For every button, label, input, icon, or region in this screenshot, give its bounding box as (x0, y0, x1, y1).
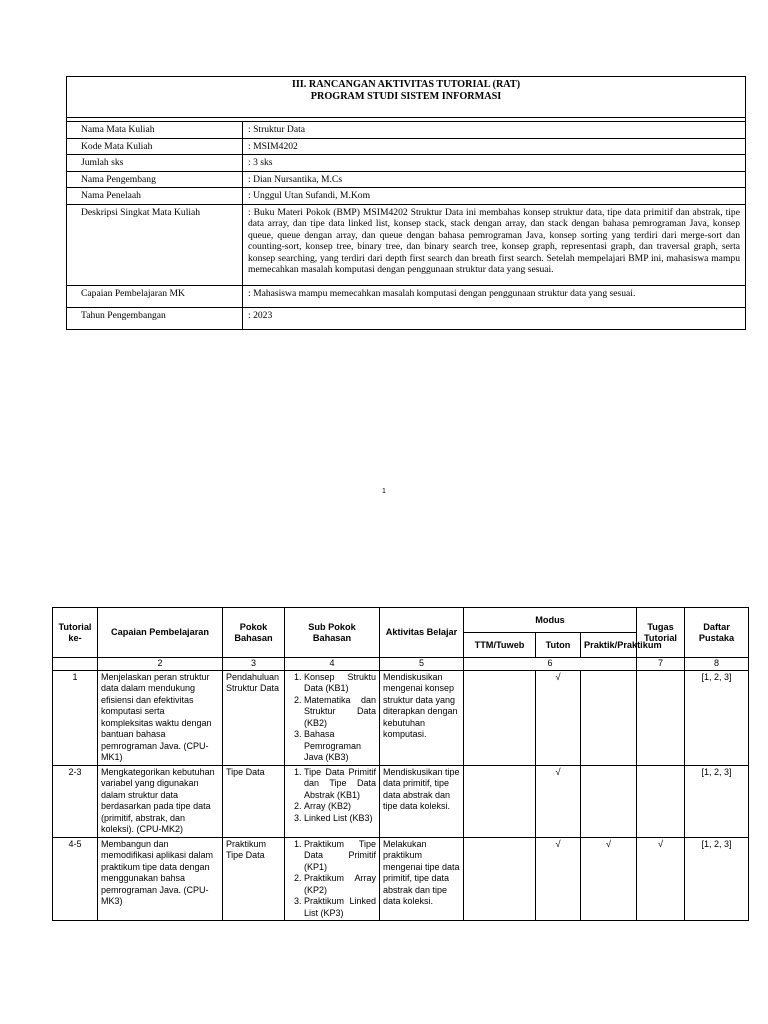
info-row-credits (67, 155, 746, 172)
rat-title-line1: III. RANCANGAN AKTIVITAS TUTORIAL (RAT) (291, 79, 521, 90)
capaian-cell: Mengkategorikan kebutuhan variabel yang digunakan dalam struktur data berdasarkan pada tipe data (primitif, abstrak, dan koleksi). (CPU-MK2) (98, 765, 223, 837)
column-number (53, 658, 98, 671)
sub-pokok-cell (285, 837, 380, 921)
sub-item: 1. Tipe Data Primitif dan Tipe Data Abstrak (KB1) (304, 767, 376, 802)
pustaka-cell: [1, 2, 3] (685, 670, 749, 765)
sub-pokok-cell (285, 765, 380, 837)
info-row-outcome (67, 285, 746, 308)
page-number: 1 (382, 488, 386, 495)
info-label: Jumlah sks (67, 155, 243, 172)
pokok-cell: Tipe Data (223, 765, 285, 837)
pokok-cell: Pendahuluan Struktur Data (223, 670, 285, 765)
tutorial-number: 4-5 (53, 837, 98, 921)
info-value: : Mahasiswa mampu memecahkan masalah komputasi dengan penggunaan struktur data yang sesuai. (243, 285, 746, 308)
table-row (53, 765, 749, 837)
praktik-check: √ (581, 837, 637, 921)
column-number: 7 (637, 658, 685, 671)
tugas-cell (637, 765, 685, 837)
info-label: Nama Mata Kuliah (67, 122, 243, 139)
info-label: Tahun Pengembangan (67, 308, 243, 330)
info-row-course-code (67, 138, 746, 155)
pokok-cell: Praktikum Tipe Data (223, 837, 285, 921)
tutorial-number: 2-3 (53, 765, 98, 837)
tuton-check: √ (536, 765, 581, 837)
info-value: : Struktur Data (243, 122, 746, 139)
info-value: : 2023 (243, 308, 746, 330)
header-praktik: Praktik/Praktikum (581, 633, 637, 658)
praktik-cell (581, 670, 637, 765)
info-row-developer (67, 171, 746, 188)
pustaka-cell: [1, 2, 3] (685, 837, 749, 921)
sub-item: 1. Praktikum Tipe Data Primitif (KP1) (304, 839, 376, 874)
rat-title-line2: PROGRAM STUDI SISTEM INFORMASI (310, 90, 502, 102)
header-modus: Modus (464, 608, 637, 633)
info-label: Deskripsi Singkat Mata Kuliah (67, 204, 243, 285)
column-number-row (53, 658, 749, 671)
header-tutorial: Tutorial ke- (53, 608, 98, 658)
tuton-check: √ (536, 670, 581, 765)
info-value: : Dian Nursantika, M.Cs (243, 171, 746, 188)
header-tugas: Tugas Tutorial (637, 608, 685, 658)
table-row (53, 837, 749, 921)
info-value: : Unggul Utan Sufandi, M.Kom (243, 188, 746, 205)
sub-item: 2. Array (KB2) (304, 801, 376, 813)
sub-item: 2. Praktikum Array (KP2) (304, 873, 376, 896)
table-row (53, 670, 749, 765)
info-value: : MSIM4202 (243, 138, 746, 155)
rat-title (67, 77, 746, 118)
info-label: Nama Penelaah (67, 188, 243, 205)
column-number: 4 (285, 658, 380, 671)
sub-item: 3. Bahasa Pemrograman Java (KB3) (304, 729, 376, 764)
course-info-table (66, 76, 746, 330)
header-pustaka: Daftar Pustaka (685, 608, 749, 658)
capaian-cell: Menjelaskan peran struktur data dalam mendukung efisiensi dan efektivitas komputasi serta kompleksitas waktu dengan bantuan bahasa pemrograman Java. (CPU-MK1) (98, 670, 223, 765)
sub-item: 3. Linked List (KB3) (304, 813, 376, 825)
info-row-year (67, 308, 746, 330)
header-sub-pokok: Sub Pokok Bahasan (285, 608, 380, 658)
info-row-reviewer (67, 188, 746, 205)
tugas-cell (637, 670, 685, 765)
course-description: : Buku Materi Pokok (BMP) MSIM4202 Struktur Data ini membahas konsep struktur data, tipe data primitif dan abstrak, tipe data array, dan tipe data linked list, konsep stack, stack dengan array, dan stack dengan bahasa pemrograman Java, konsep queue, queue dengan array, dan queue dengan bahasa pemrograman Java, konsep sorting yang terdiri dari merge-sort dan counting-sort, konsep tree, binary tree, dan binary search tree, konsep graph, representasi graph, dan traversal graph, serta konsep searching, yang terdiri dari depth first search dan breath first search. Setelah mempelajari BMP ini, mahasiswa mampu memecahkan masalah komputasi dengan penggunaan struktur data yang sesuai. (243, 204, 746, 285)
header-capaian: Capaian Pembelajaran (98, 608, 223, 658)
tuton-check: √ (536, 837, 581, 921)
column-number: 8 (685, 658, 749, 671)
praktik-cell (581, 765, 637, 837)
header-pokok: Pokok Bahasan (223, 608, 285, 658)
aktivitas-cell: Melakukan praktikum mengenai tipe data primitif, tipe data abstrak dan tipe data koleksi. (380, 837, 464, 921)
ttm-cell (464, 670, 536, 765)
sub-pokok-cell (285, 670, 380, 765)
info-label: Kode Mata Kuliah (67, 138, 243, 155)
aktivitas-cell: Mendiskusikan tipe data primitif, tipe data abstrak dan tipe data koleksi. (380, 765, 464, 837)
info-row-description (67, 204, 746, 285)
sub-item: 2. Matematika dan Struktur Data (KB2) (304, 695, 376, 730)
capaian-cell: Membangun dan memodifikasi aplikasi dalam praktikum tipe data dengan menggunakan bahsa pemrograman Java. (CPU-MK3) (98, 837, 223, 921)
info-label: Nama Pengembang (67, 171, 243, 188)
info-label: Capaian Pembelajaran MK (67, 285, 243, 308)
header-aktivitas: Aktivitas Belajar (380, 608, 464, 658)
tugas-check: √ (637, 837, 685, 921)
tutorial-number: 1 (53, 670, 98, 765)
aktivitas-cell: Mendiskusikan mengenai konsep struktur data yang diterapkan dengan kebutuhan komputasi. (380, 670, 464, 765)
ttm-cell (464, 837, 536, 921)
column-number: 3 (223, 658, 285, 671)
column-number: 6 (464, 658, 637, 671)
column-number: 2 (98, 658, 223, 671)
pustaka-cell: [1, 2, 3] (685, 765, 749, 837)
info-value: : 3 sks (243, 155, 746, 172)
header-ttm: TTM/Tuweb (464, 633, 536, 658)
sub-item: 1. Konsep Struktu Data (KB1) (304, 672, 376, 695)
header-tuton: Tuton (536, 633, 581, 658)
tutorial-plan-table (52, 607, 749, 921)
info-row-course-name (67, 122, 746, 139)
ttm-cell (464, 765, 536, 837)
sub-item: 3. Praktikum Linked List (KP3) (304, 896, 376, 919)
column-number: 5 (380, 658, 464, 671)
